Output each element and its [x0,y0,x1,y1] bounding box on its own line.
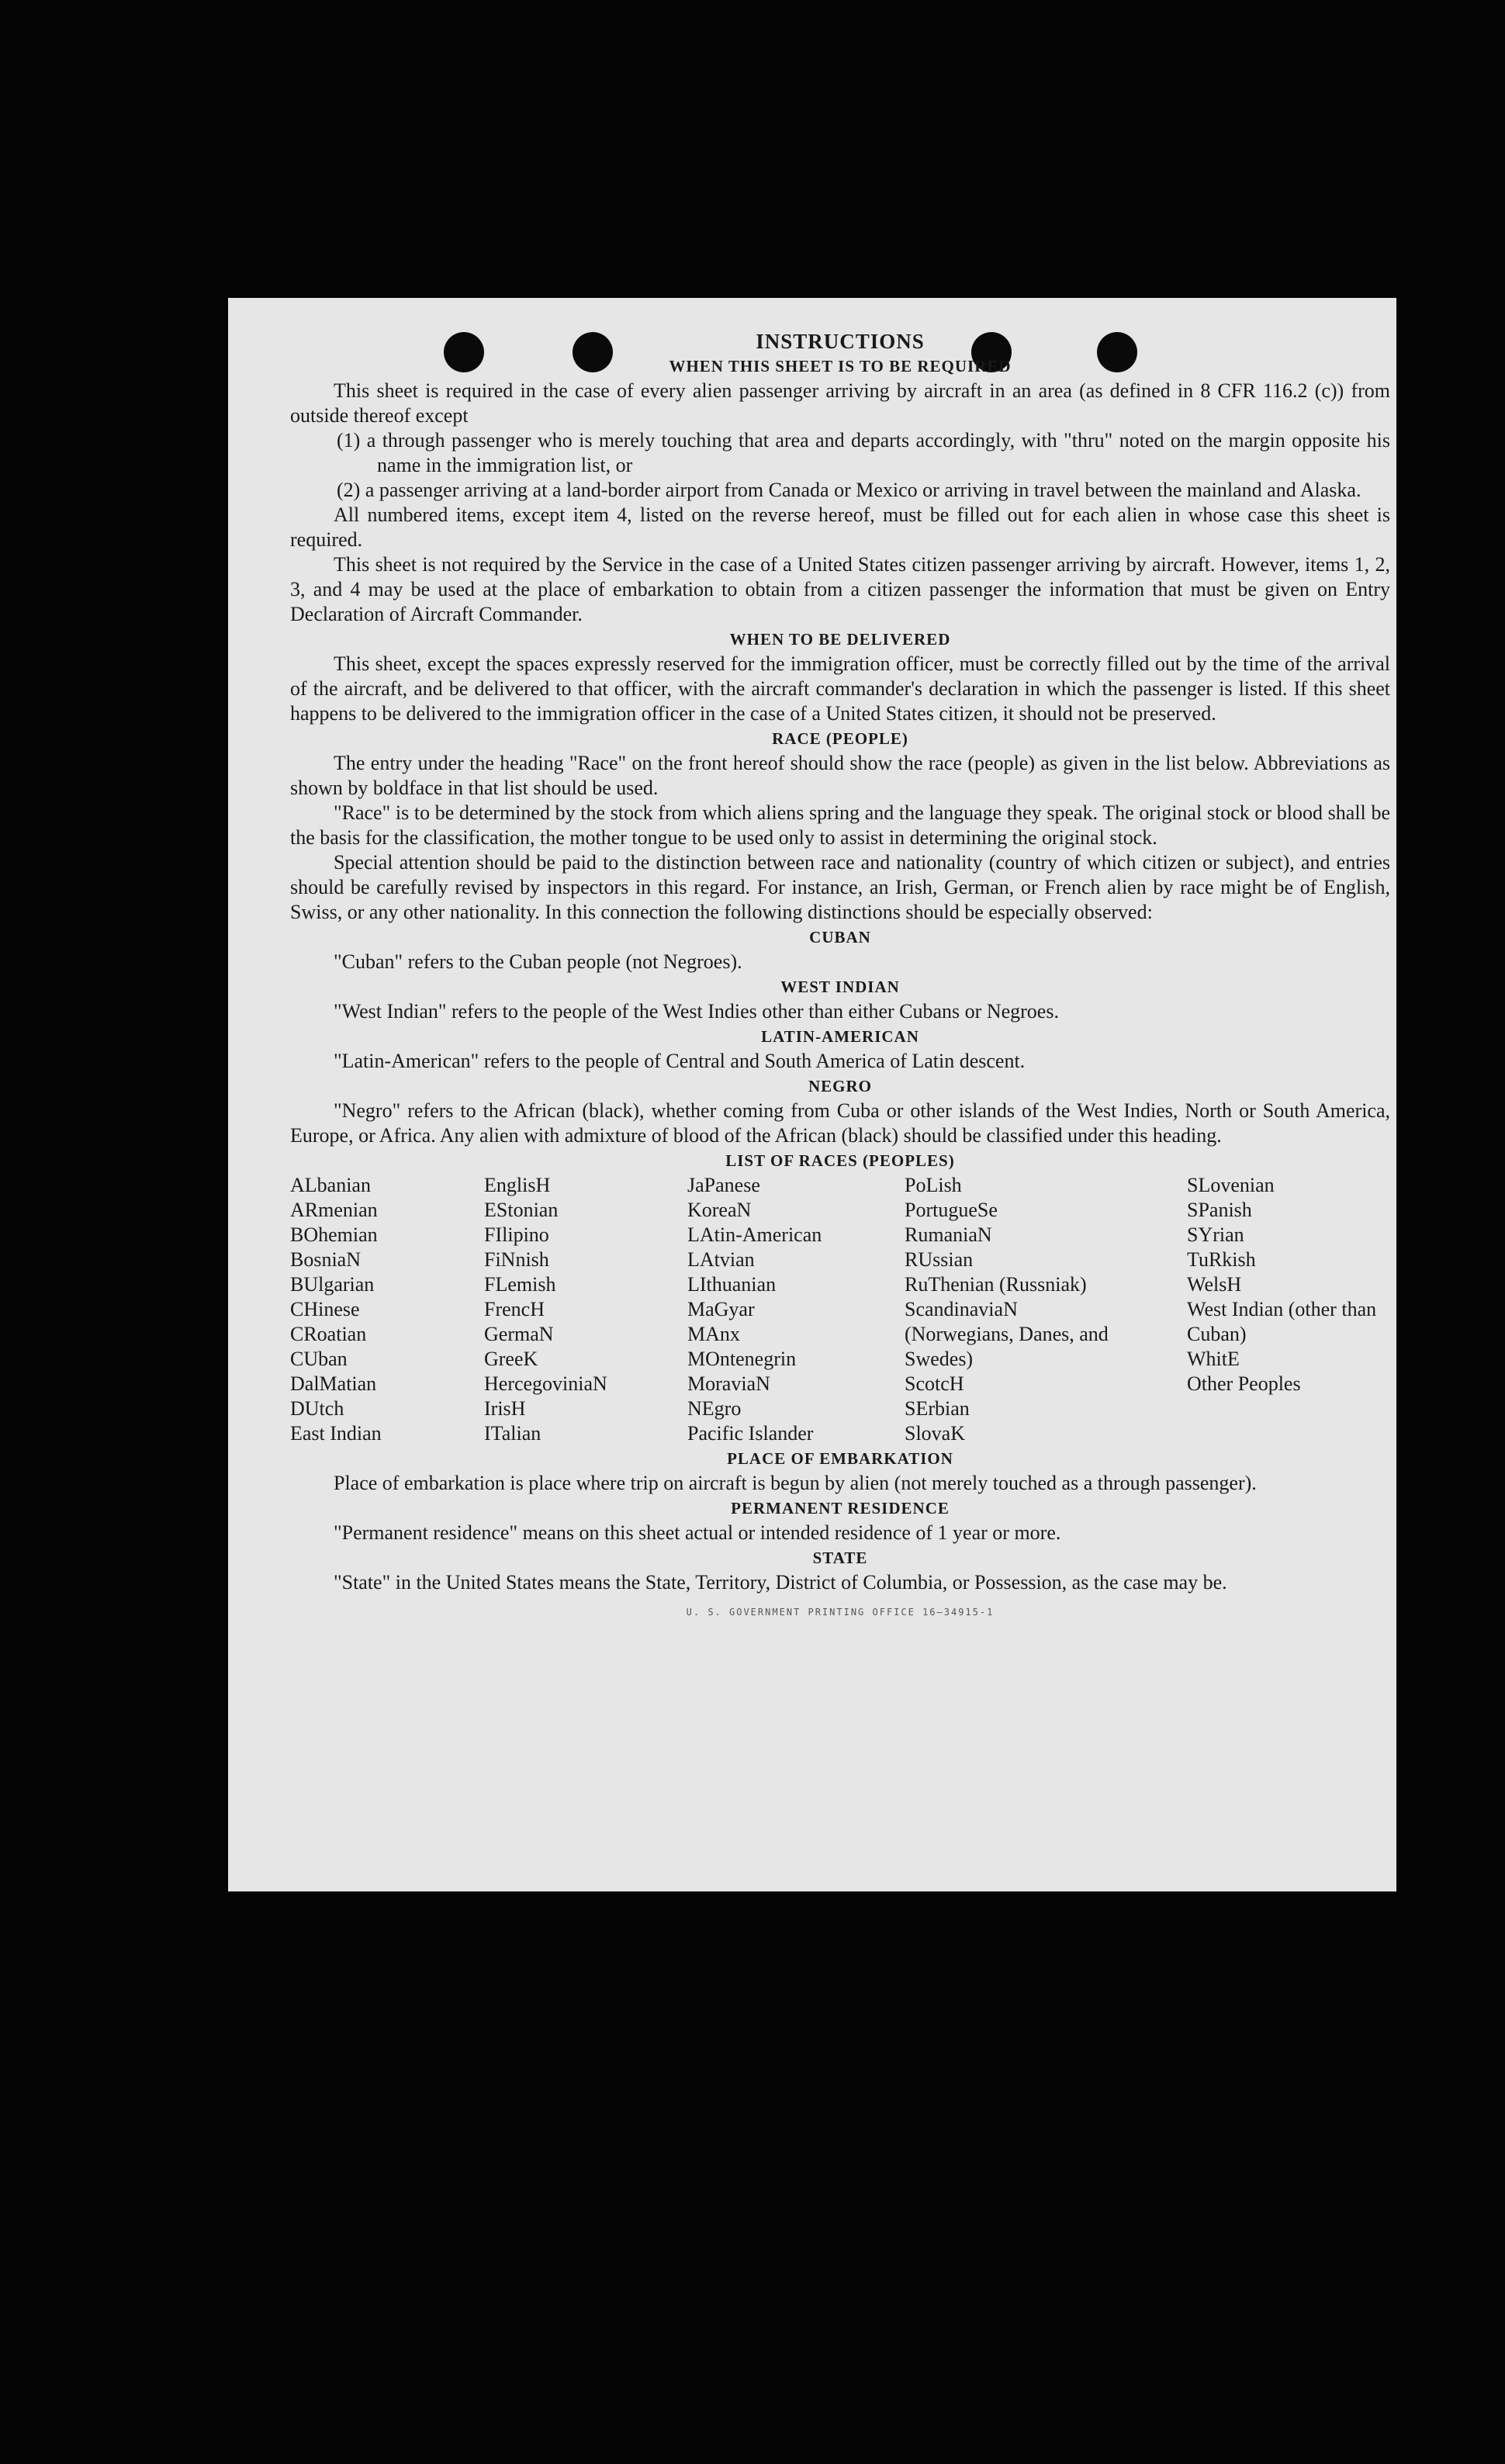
race-item: HercegoviniaN [484,1372,607,1395]
races-column-1 [290,1173,484,1446]
heading-negro: NEGRO [808,1077,872,1095]
heading-race: RACE (PEOPLE) [772,729,908,748]
race-item: CHinese [290,1298,360,1320]
list-item: (2) a passenger arriving at a land-border airport from Canada or Mexico or arriving in travel between the mainland and Alaska. [337,479,1361,501]
race-item: ITalian [484,1422,541,1445]
race-item: BUlgarian [290,1273,375,1296]
race-item: DalMatian [290,1372,377,1395]
race-item: MaGyar [687,1298,755,1320]
races-column-2 [484,1173,687,1446]
heading-latin-american: LATIN-AMERICAN [761,1027,919,1046]
race-item: CUban [290,1348,348,1370]
paragraph: This sheet is required in the case of every alien passenger arriving by aircraft in an area (as defined in 8 CFR 116.2 (c)) from outside thereof except [290,379,1390,427]
races-column-4 [905,1173,1187,1446]
race-item: ScotcH [905,1372,964,1395]
paragraph: "West Indian" refers to the people of the West Indies other than either Cubans or Negroes. [334,1000,1059,1023]
race-item: SLovenian [1187,1174,1275,1196]
race-item: ScandinaviaN (Norwegians, Danes, and Swedes) [905,1298,1109,1370]
heading-permanent-residence: PERMANENT RESIDENCE [731,1499,950,1518]
races-list [290,1173,1390,1446]
race-item: FLemish [484,1273,556,1296]
race-item: LIthuanian [687,1273,777,1296]
heading-races-list: LIST OF RACES (PEOPLES) [725,1151,955,1170]
race-item: MAnx [687,1323,740,1345]
race-item: WelsH [1187,1273,1242,1296]
race-item: GermaN [484,1323,554,1345]
heading-cuban: CUBAN [809,928,871,946]
paragraph: The entry under the heading "Race" on the front hereof should show the race (people) as given in the list below. Abbreviations as shown by boldface in that list should be used. [290,752,1390,799]
race-item: RUssian [905,1248,974,1271]
paragraph: All numbered items, except item 4, listed on the reverse hereof, must be filled out for each alien in whose case this sheet is required. [290,504,1390,551]
race-item: RumaniaN [905,1223,992,1246]
race-item: SErbian [905,1397,970,1420]
sheet-content [290,329,1390,1625]
race-item: CRoatian [290,1323,367,1345]
race-item: SPanish [1187,1199,1252,1221]
race-item: TuRkish [1187,1248,1256,1271]
race-item: MOntenegrin [687,1348,797,1370]
printer-imprint: U. S. GOVERNMENT PRINTING OFFICE 16—34915-1 [686,1607,995,1618]
race-item: PortugueSe [905,1199,998,1221]
race-item: East Indian [290,1422,382,1445]
race-item: ALbanian [290,1174,371,1196]
race-item: SlovaK [905,1422,965,1445]
race-item: FiNnish [484,1248,549,1271]
paragraph: Special attention should be paid to the distinction between race and nationality (country of which citizen or subject), and entries should be carefully revised by inspectors in this regard. For instance, an Irish, German, or French alien by race might be of English, Swiss, or any other nationality. In this connection the following distinctions should be especially observed: [290,851,1390,923]
race-item: LAtin-American [687,1223,822,1246]
race-item: KoreaN [687,1199,752,1221]
races-column-3 [687,1173,905,1446]
paragraph: This sheet is not required by the Service in the case of a United States citizen passenger arriving by aircraft. However, items 1, 2, 3, and 4 may be used at the place of embarkation to obtain from a citizen passenger the information that must be given on Entry Declaration of Aircraft Commander. [290,553,1390,625]
instruction-sheet [228,298,1396,1891]
race-item: DUtch [290,1397,344,1420]
race-item: NEgro [687,1397,742,1420]
paragraph: Place of embarkation is place where trip on aircraft is begun by alien (not merely touched as a through passenger). [334,1472,1257,1494]
race-item: IrisH [484,1397,526,1420]
paragraph: "Race" is to be determined by the stock from which aliens spring and the language they speak. The original stock or blood shall be the basis for the classification, the mother tongue to be used only to assist in determining the original stock. [290,801,1390,849]
heading-west-indian: WEST INDIAN [780,978,900,996]
race-item: PoLish [905,1174,962,1196]
heading-when-delivered: WHEN TO BE DELIVERED [729,630,951,649]
page-title: INSTRUCTIONS [756,330,925,353]
heading-state: STATE [812,1549,868,1567]
heading-when-required: WHEN THIS SHEET IS TO BE REQUIRED [669,357,1012,375]
race-item: LAtvian [687,1248,755,1271]
race-item: JaPanese [687,1174,760,1196]
race-item: Pacific Islander [687,1422,814,1445]
heading-embarkation: PLACE OF EMBARKATION [727,1449,953,1468]
races-column-5 [1187,1173,1390,1446]
race-item: BOhemian [290,1223,378,1246]
paragraph: "Negro" refers to the African (black), whether coming from Cuba or other islands of the West Indies, North or South America, Europe, or Africa. Any alien with admixture of blood of the African (black) should be classified under this heading. [290,1099,1390,1147]
race-item: West Indian (other than Cuban) [1187,1298,1377,1345]
race-item: WhitE [1187,1348,1240,1370]
race-item: RuThenian (Russniak) [905,1273,1087,1296]
paragraph: "Cuban" refers to the Cuban people (not Negroes). [334,950,742,973]
race-item: FIlipino [484,1223,549,1246]
race-item: FrencH [484,1298,545,1320]
paragraph: "State" in the United States means the State, Territory, District of Columbia, or Possession, as the case may be. [334,1571,1227,1594]
paragraph: "Permanent residence" means on this sheet actual or intended residence of 1 year or more. [334,1521,1061,1544]
list-item: (1) a through passenger who is merely touching that area and departs accordingly, with "thru" noted on the margin opposite his name in the immigration list, or [337,429,1390,476]
race-item: MoraviaN [687,1372,770,1395]
race-item: BosniaN [290,1248,361,1271]
race-item: EStonian [484,1199,559,1221]
race-item: EnglisH [484,1174,551,1196]
race-item: ARmenian [290,1199,378,1221]
race-item: Other Peoples [1187,1372,1301,1395]
paragraph: "Latin-American" refers to the people of Central and South America of Latin descent. [334,1050,1026,1072]
race-item: SYrian [1187,1223,1244,1246]
race-item: GreeK [484,1348,538,1370]
paragraph: This sheet, except the spaces expressly reserved for the immigration officer, must be correctly filled out by the time of the arrival of the aircraft, and be delivered to that officer, with the aircraft commander's declaration in which the passenger is listed. If this sheet happens to be delivered to the immigration officer in the case of a United States citizen, it should not be preserved. [290,652,1390,725]
